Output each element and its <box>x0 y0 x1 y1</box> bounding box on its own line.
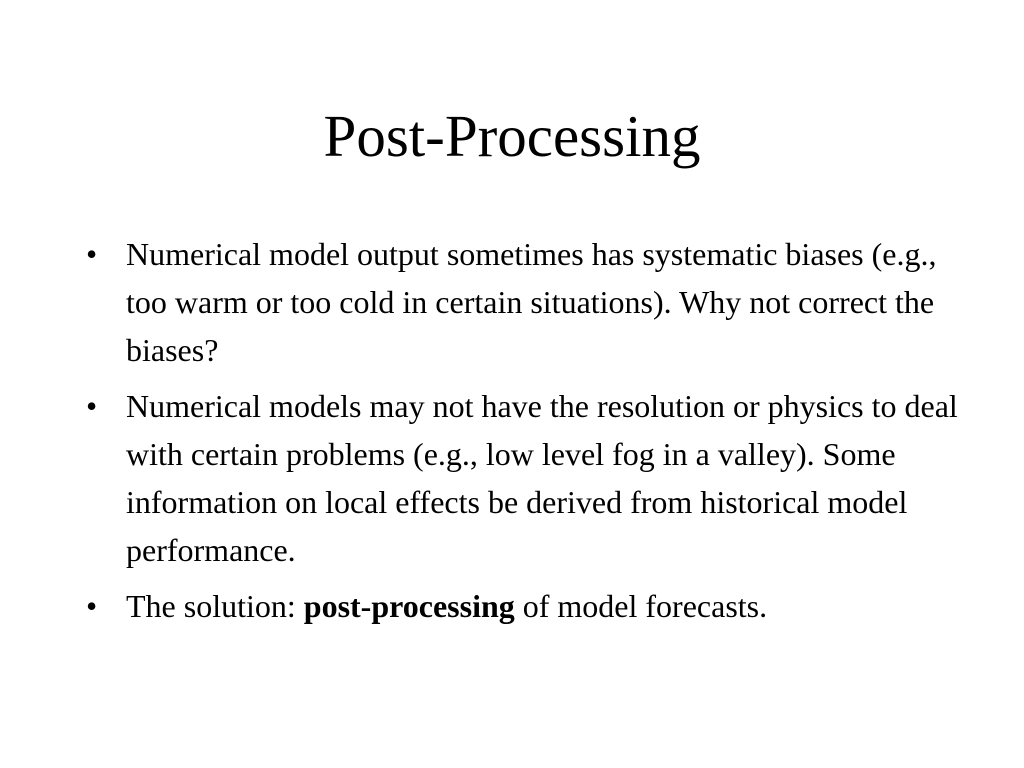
bullet-text: Numerical model output sometimes has systematic biases (e.g., too warm or too cold in certain situations). Why not correct the biases? <box>126 236 937 368</box>
bullet-item <box>86 230 966 374</box>
bullet-point-icon: • <box>86 588 98 624</box>
bullet-text-bold: post-processing <box>303 588 515 624</box>
bullet-list <box>86 230 966 638</box>
slide-title: Post-Processing <box>323 103 701 169</box>
bullet-item <box>86 382 966 574</box>
bullet-text-suffix: of model forecasts. <box>514 588 768 624</box>
bullet-text-prefix: The solution: <box>126 588 304 624</box>
bullet-point-icon: • <box>86 388 98 424</box>
bullet-item <box>86 582 966 630</box>
bullet-text: Numerical models may not have the resolution or physics to deal with certain problems (e.g., low level fog in a valley). Some information on local effects be derived from historical model performance. <box>126 388 958 568</box>
bullet-point-icon: • <box>86 236 98 272</box>
